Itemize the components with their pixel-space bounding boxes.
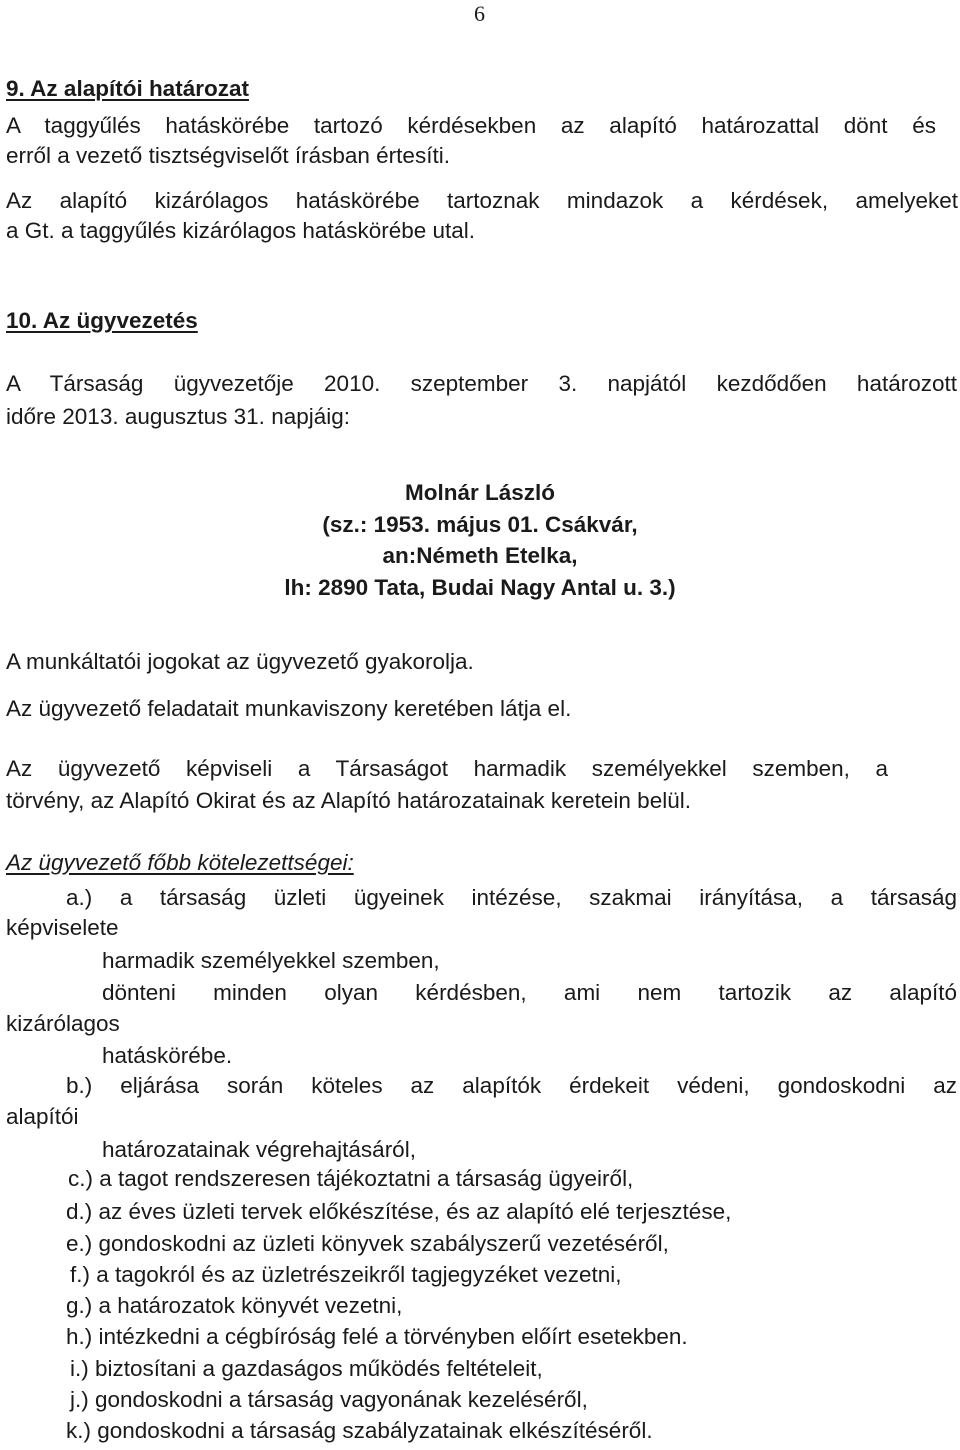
page-number: 6 [474,1,485,26]
section-10-heading: 10. Az ügyvezetés [6,308,198,333]
duty-h: h.) intézkedni a cégbíróság felé a törvényben előírt esetekben. [66,1324,688,1349]
duty-d: d.) az éves üzleti tervek előkészítése, és az alapító elé terjesztése, [66,1199,732,1224]
duty-a-line-4: dönteni minden olyan kérdésben, ami nem tartozik az alapító [102,980,957,1005]
section-10-intro-line-1: A Társaság ügyvezetője 2010. szeptember 3. napjától kezdődően határozott [6,371,957,396]
section-9-paragraph-2-line-2: a Gt. a taggyűlés kizárólagos hatáskörébe utal. [6,218,476,243]
section-9-paragraph-2-line-1: Az alapító kizárólagos hatáskörébe tartoznak mindazok a kérdések, amelyeket [6,188,958,213]
duty-a-line-3: harmadik személyekkel szemben, [102,948,440,973]
duty-a-line-6: hatáskörébe. [102,1043,233,1068]
manager-birth-info: (sz.: 1953. május 01. Csákvár, [322,512,638,537]
duty-b-line-2: alapítói [6,1104,79,1129]
duty-j: j.) gondoskodni a társaság vagyonának kezeléséről, [70,1387,588,1412]
duties-heading: Az ügyvezető főbb kötelezettségei: [6,850,354,875]
representation-line-2: törvény, az Alapító Okirat és az Alapító határozatainak keretein belül. [6,788,691,813]
employer-rights-text: A munkáltatói jogokat az ügyvezető gyakorolja. [6,649,474,674]
duty-a-line-2: képviselete [6,915,119,940]
manager-name: Molnár László [404,480,556,505]
section-9-paragraph-1-line-2: erről a vezető tisztségviselőt írásban értesíti. [6,143,450,168]
duty-i: i.) biztosítani a gazdaságos működés feltételeit, [70,1356,543,1381]
duty-k: k.) gondoskodni a társaság szabályzatainak elkészítéséről. [66,1418,653,1443]
manager-address: lh: 2890 Tata, Budai Nagy Antal u. 3.) [284,575,676,600]
section-10-intro-line-2: időre 2013. augusztus 31. napjáig: [6,404,351,429]
duty-b-line-1: b.) eljárása során köteles az alapítók érdekeit védeni, gondoskodni az [66,1073,957,1098]
representation-line-1: Az ügyvezető képviseli a Társaságot harmadik személyekkel szemben, a [6,756,888,781]
duty-f: f.) a tagokról és az üzletrészeikről tagjegyzéket vezetni, [70,1262,622,1287]
duty-a-line-5: kizárólagos [6,1011,120,1036]
manager-mother-name: an:Németh Etelka, [382,543,578,568]
section-9-heading: 9. Az alapítói határozat [6,76,249,101]
duty-e: e.) gondoskodni az üzleti könyvek szabályszerű vezetéséről, [66,1231,669,1256]
duty-c: c.) a tagot rendszeresen tájékoztatni a társaság ügyeiről, [68,1166,634,1191]
duty-b-line-3: határozatainak végrehajtásáról, [102,1137,416,1162]
section-9-paragraph-1-line-1: A taggyűlés hatáskörébe tartozó kérdésekben az alapító határozattal dönt és [6,113,936,138]
duty-a-line-1: a.) a társaság üzleti ügyeinek intézése, szakmai irányítása, a társaság [66,885,957,910]
employment-text: Az ügyvezető feladatait munkaviszony keretében látja el. [6,696,572,721]
duty-g: g.) a határozatok könyvét vezetni, [66,1293,403,1318]
